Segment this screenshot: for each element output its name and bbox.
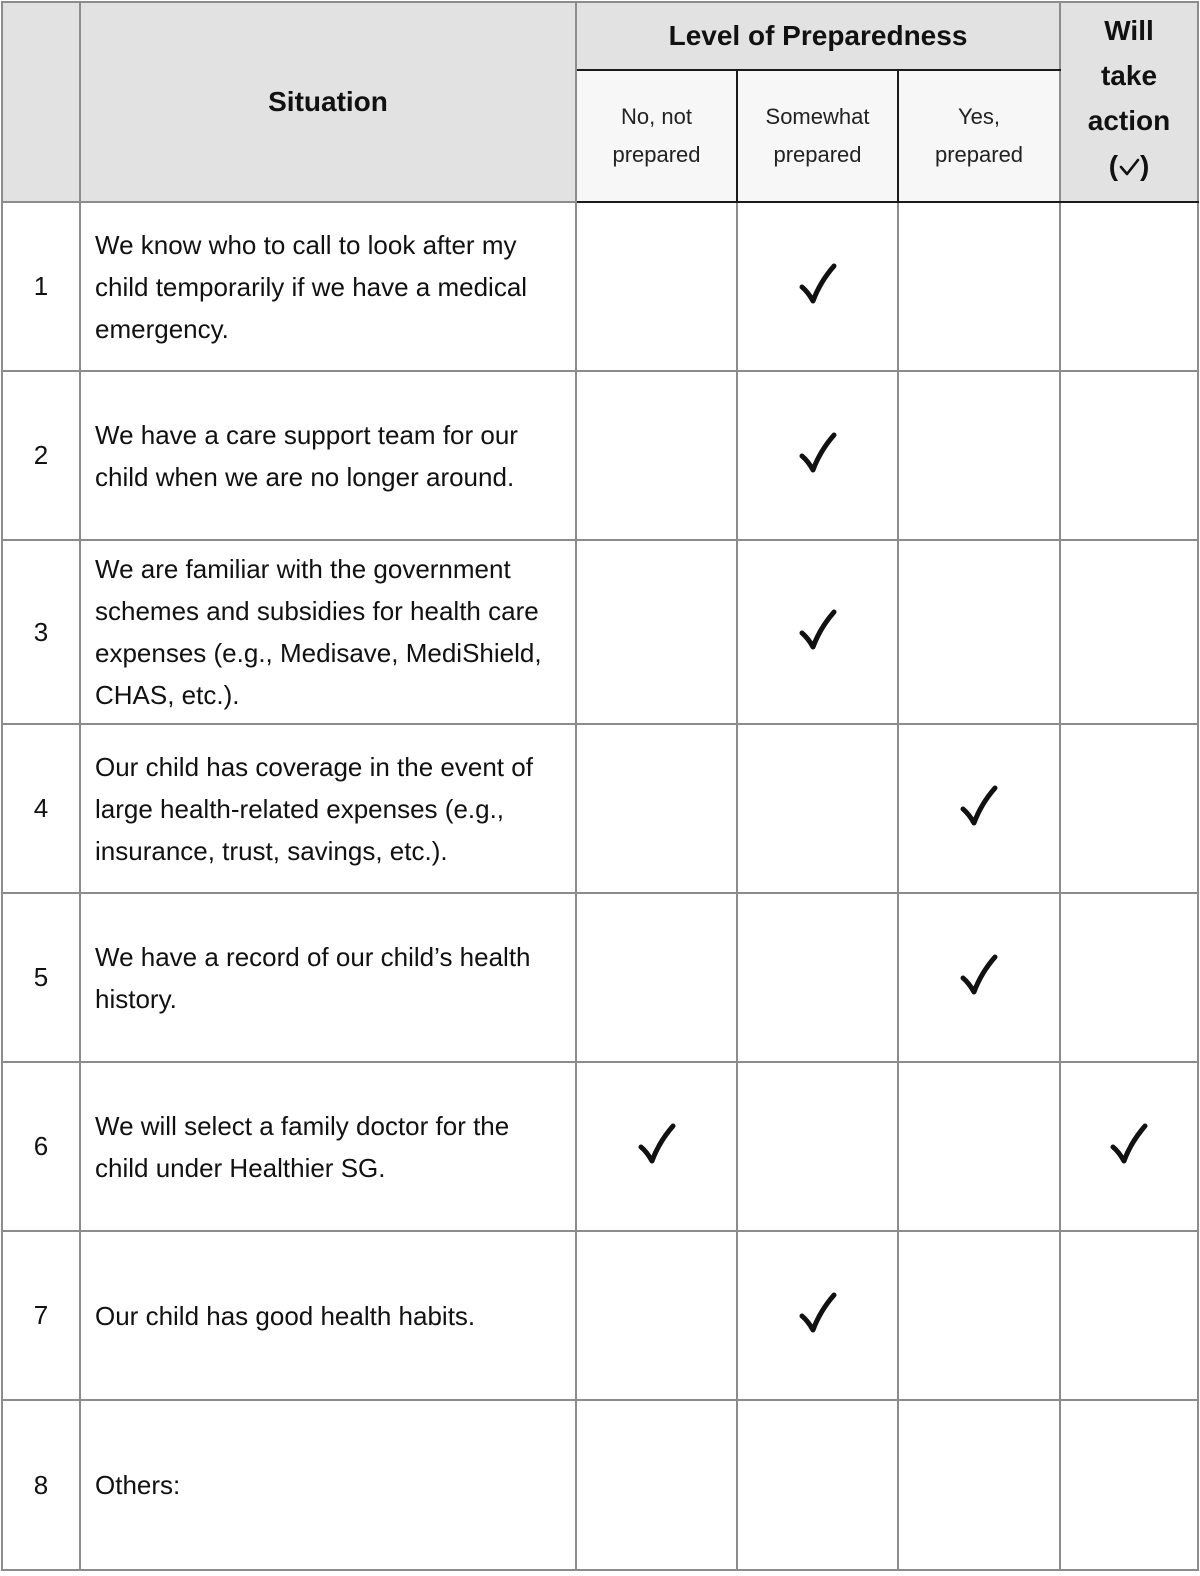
header-level-somewhat — [737, 70, 898, 202]
header-action-paren-open: ( — [1108, 150, 1119, 181]
level-no-cell[interactable] — [576, 1231, 737, 1400]
check-icon — [798, 262, 838, 306]
level-yes-cell[interactable] — [898, 1231, 1060, 1400]
will-take-action-cell[interactable] — [1060, 1062, 1198, 1231]
check-icon — [798, 431, 838, 475]
row-situation: We are familiar with the government schemes and subsidies for health care expenses (e.g., Medisave, MediShield, CHAS, etc.). — [80, 540, 576, 724]
row-number: 2 — [2, 371, 80, 540]
check-icon — [1118, 146, 1140, 168]
table-row — [2, 202, 1198, 371]
level-no-cell[interactable] — [576, 1062, 737, 1231]
row-number: 4 — [2, 724, 80, 893]
level-somewhat-cell[interactable] — [737, 1400, 898, 1570]
row-number: 3 — [2, 540, 80, 724]
will-take-action-cell[interactable] — [1060, 1231, 1198, 1400]
level-somewhat-cell[interactable] — [737, 540, 898, 724]
level-yes-cell[interactable] — [898, 540, 1060, 724]
level-no-cell[interactable] — [576, 724, 737, 893]
header-number — [2, 2, 80, 202]
row-number: 6 — [2, 1062, 80, 1231]
will-take-action-cell[interactable] — [1060, 893, 1198, 1062]
level-no-cell[interactable] — [576, 540, 737, 724]
table-row — [2, 1400, 1198, 1570]
header-level-of-preparedness: Level of Preparedness — [576, 2, 1060, 70]
header-will-take-action — [1060, 2, 1198, 202]
level-no-cell[interactable] — [576, 893, 737, 1062]
table-row — [2, 540, 1198, 724]
check-icon — [1109, 1122, 1149, 1166]
header-level-yes-line-1: Yes, — [958, 104, 1001, 129]
check-icon — [959, 953, 999, 997]
header-action-line-2: take — [1100, 60, 1158, 91]
level-no-cell[interactable] — [576, 371, 737, 540]
will-take-action-cell[interactable] — [1060, 371, 1198, 540]
header-level-somewhat-line-1: Somewhat — [765, 104, 870, 129]
header-level-somewhat-line-2: prepared — [773, 142, 862, 167]
table-row — [2, 724, 1198, 893]
check-icon — [798, 608, 838, 652]
table-row — [2, 1231, 1198, 1400]
row-situation: We know who to call to look after my child temporarily if we have a medical emergency. — [80, 202, 576, 371]
header-action-line-3: action — [1087, 105, 1171, 136]
will-take-action-cell[interactable] — [1060, 724, 1198, 893]
header-action-paren-close: ) — [1140, 150, 1150, 181]
row-situation: Our child has good health habits. — [80, 1231, 576, 1400]
level-somewhat-cell[interactable] — [737, 1231, 898, 1400]
level-no-cell[interactable] — [576, 1400, 737, 1570]
level-somewhat-cell[interactable] — [737, 371, 898, 540]
table-row — [2, 371, 1198, 540]
level-no-cell[interactable] — [576, 202, 737, 371]
row-number: 5 — [2, 893, 80, 1062]
level-yes-cell[interactable] — [898, 1400, 1060, 1570]
level-somewhat-cell[interactable] — [737, 893, 898, 1062]
row-situation: We have a care support team for our child when we are no longer around. — [80, 371, 576, 540]
level-somewhat-cell[interactable] — [737, 724, 898, 893]
row-number: 7 — [2, 1231, 80, 1400]
header-level-yes-line-2: prepared — [934, 142, 1024, 167]
row-number: 8 — [2, 1400, 80, 1570]
will-take-action-cell[interactable] — [1060, 540, 1198, 724]
level-yes-cell[interactable] — [898, 893, 1060, 1062]
preparedness-table — [1, 1, 1199, 1571]
row-situation: We will select a family doctor for the child under Healthier SG. — [80, 1062, 576, 1231]
table-body — [2, 202, 1198, 1570]
level-yes-cell[interactable] — [898, 202, 1060, 371]
header-level-yes — [898, 70, 1060, 202]
header-level-no — [576, 70, 737, 202]
header-situation: Situation — [80, 2, 576, 202]
header-action-line-1: Will — [1104, 15, 1154, 46]
row-number: 1 — [2, 202, 80, 371]
row-situation: Our child has coverage in the event of large health-related expenses (e.g., insurance, trust, savings, etc.). — [80, 724, 576, 893]
level-yes-cell[interactable] — [898, 371, 1060, 540]
header-level-no-line-1: No, not — [621, 104, 692, 129]
level-yes-cell[interactable] — [898, 1062, 1060, 1231]
check-icon — [959, 784, 999, 828]
table-row — [2, 893, 1198, 1062]
row-situation: We have a record of our child’s health history. — [80, 893, 576, 1062]
row-situation: Others: — [80, 1400, 576, 1570]
level-somewhat-cell[interactable] — [737, 1062, 898, 1231]
level-somewhat-cell[interactable] — [737, 202, 898, 371]
check-icon — [637, 1122, 677, 1166]
check-icon — [798, 1291, 838, 1335]
level-yes-cell[interactable] — [898, 724, 1060, 893]
header-level-no-line-2: prepared — [612, 142, 701, 167]
will-take-action-cell[interactable] — [1060, 202, 1198, 371]
will-take-action-cell[interactable] — [1060, 1400, 1198, 1570]
table-row — [2, 1062, 1198, 1231]
